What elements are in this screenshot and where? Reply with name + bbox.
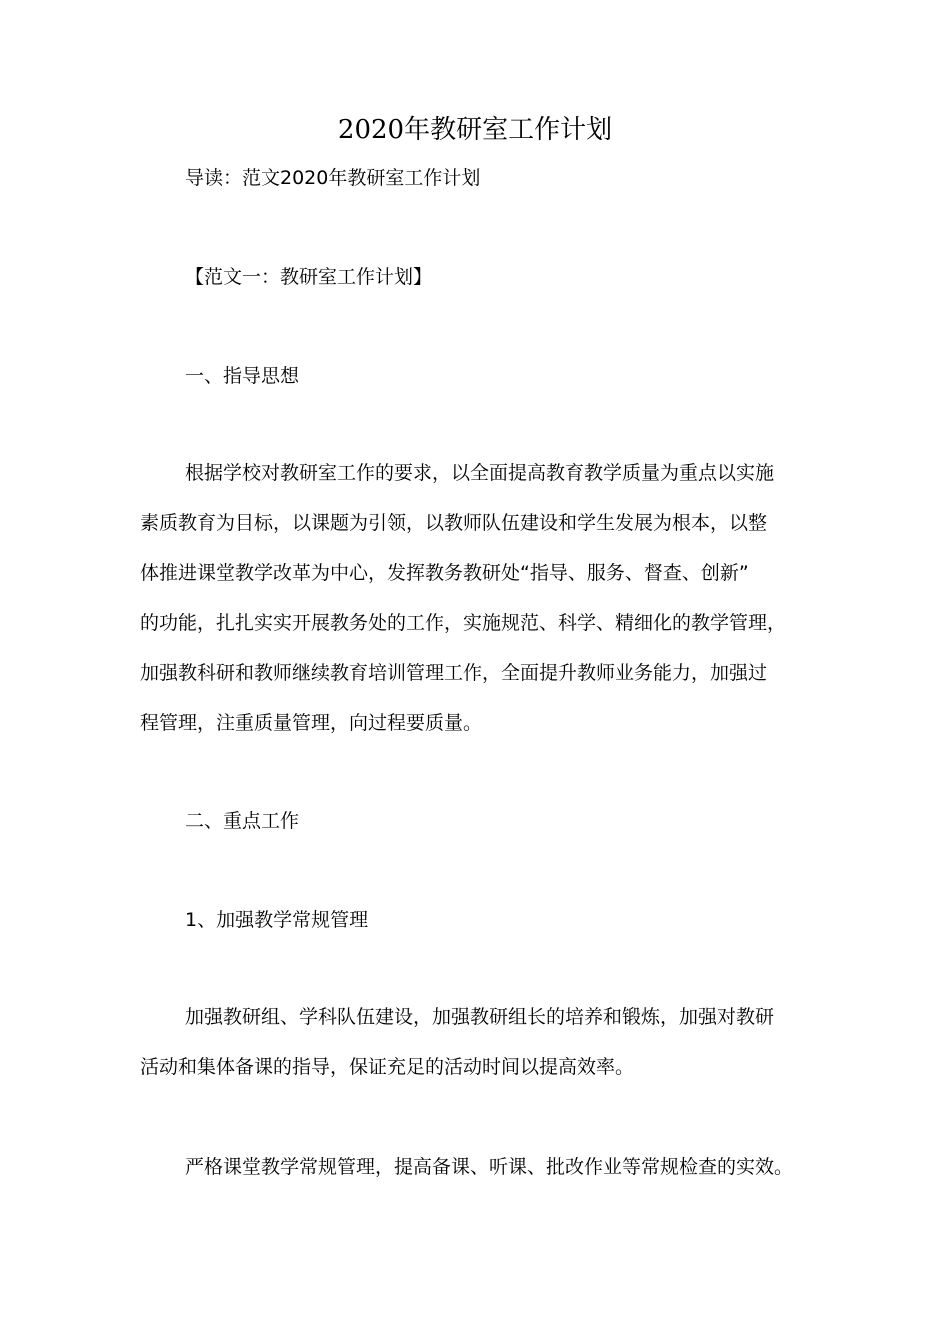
paragraph-line: 活动和集体备课的指导，保证充足的活动时间以提高效率。 <box>140 1056 635 1078</box>
subsection1-paragraph1 <box>140 992 820 1092</box>
section1-heading: 一、指导思想 <box>185 365 300 387</box>
subsection1-paragraph2 <box>140 1142 820 1192</box>
intro-text: 导读：范文2020年教研室工作计划 <box>185 167 481 189</box>
document-title: 2020年教研室工作计划 <box>337 115 613 145</box>
sample-heading: 【范文一：教研室工作计划】 <box>185 266 433 288</box>
paragraph-line: 严格课堂教学常规管理，提高备课、听课、批改作业等常规检查的实效。 <box>185 1156 794 1178</box>
paragraph-line: 素质教育为目标，以课题为引领，以教师队伍建设和学生发展为根本，以整 <box>140 512 768 534</box>
section1-paragraph <box>140 448 820 748</box>
paragraph-line: 根据学校对教研室工作的要求，以全面提高教育教学质量为重点以实施 <box>185 462 775 484</box>
paragraph-line: 加强教研组、学科队伍建设，加强教研组长的培养和锻炼，加强对教研 <box>185 1006 775 1028</box>
section2-heading: 二、重点工作 <box>185 810 300 832</box>
paragraph-line: 程管理，注重质量管理，向过程要质量。 <box>140 712 483 734</box>
paragraph-line: 加强教科研和教师继续教育培训管理工作，全面提升教师业务能力，加强过 <box>140 662 768 684</box>
paragraph-line: 的功能，扎扎实实开展教务处的工作，实施规范、科学、精细化的教学管理， <box>140 612 787 634</box>
paragraph-line: 体推进课堂教学改革为中心，发挥教务教研处“指导、服务、督查、创新” <box>140 562 749 584</box>
subsection1-heading: 1、加强教学常规管理 <box>185 909 369 931</box>
